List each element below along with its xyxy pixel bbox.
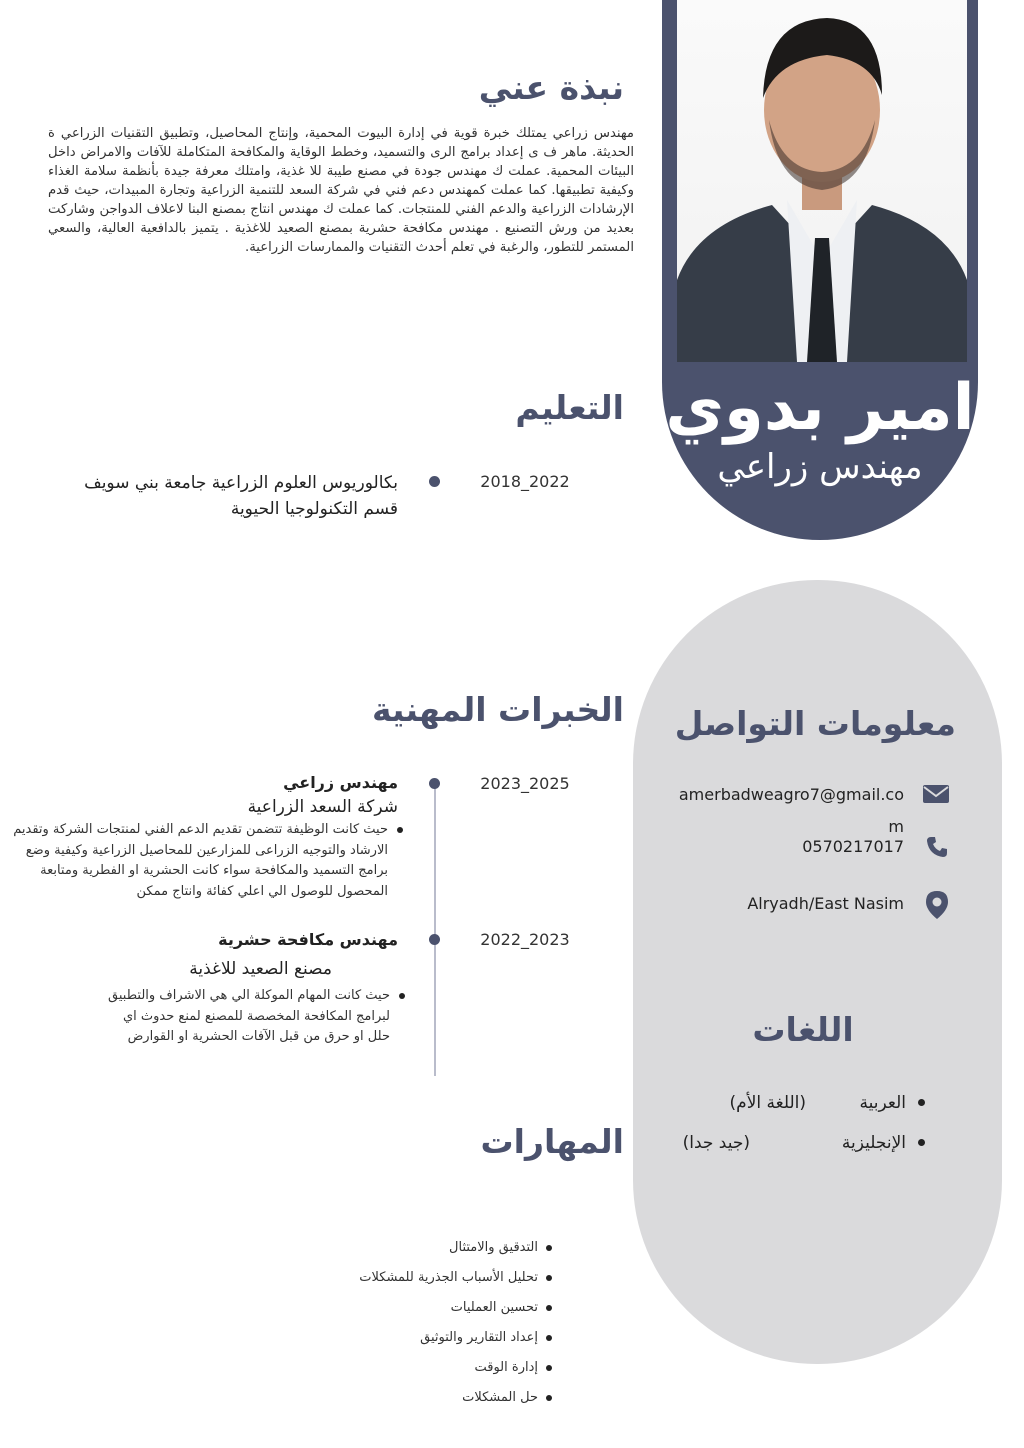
contact-heading: معلومات التواصل xyxy=(674,704,956,743)
skill-item: تحسين العمليات xyxy=(450,1300,538,1315)
skill-bullet xyxy=(546,1305,552,1311)
language-level: (اللغة الأم) xyxy=(729,1093,806,1113)
job-description: حيث كانت الوظيفة تتضمن تقديم الدعم الفني لمنتجات الشركة وتقديم الارشاد والتوجيه الزراعى للمزارعين للمحاصيل الزراعية وكيفية وضع برامج التسميد والمكافحة سواء كانت الحشرية او الفطرية ومتابعة المحصول للوصول الي اعلي كفائة وانتاج ممكن xyxy=(13,822,388,899)
skill-item: إدارة الوقت xyxy=(474,1360,538,1375)
about-heading: نبذة عني xyxy=(478,68,624,107)
timeline-line xyxy=(434,780,436,1076)
email-value[interactable]: amerbadweagro7@gmail.co xyxy=(678,785,904,804)
location-pin-icon xyxy=(925,890,949,920)
job-title: مهندس زراعي xyxy=(283,773,398,792)
location-value: Alryadh/East Nasim xyxy=(747,894,904,913)
language-bullet xyxy=(918,1099,925,1106)
skill-bullet xyxy=(546,1335,552,1341)
skill-item: حل المشكلات xyxy=(462,1390,538,1405)
language-bullet xyxy=(918,1139,925,1146)
language-name: الإنجليزية xyxy=(841,1133,906,1153)
skill-bullet xyxy=(546,1275,552,1281)
phone-icon xyxy=(925,835,949,859)
skill-item: التدقيق والامتثال xyxy=(449,1240,538,1255)
timeline-dot xyxy=(429,778,440,789)
info-panel xyxy=(633,580,1002,1364)
timeline-dot xyxy=(429,476,440,487)
education-years: 2018_2022 xyxy=(480,472,570,491)
job-description: حيث كانت المهام الموكلة الي هي الاشراف والتطبيق لبرامج المكافحة المخصصة للمصنع لمنع حدوث اي حلل او حرق من قبل الآفات الحشرية او القوارض xyxy=(108,988,390,1044)
job-company: مصنع الصعيد للاغذية xyxy=(189,959,332,979)
about-text: مهندس زراعي يمتلك خبرة قوية في إدارة البيوت المحمية، وإنتاج المحاصيل، وتطبيق التقنيات الزراعي ة الحديثة. ماهر ف ى إعداد برامج الرى والتسميد، وخطط الوقاية والمكافحة المتكاملة للآفات والامراض داخل البيئات المحمية. عملت ك مهندس جودة في مصنع طيبة للا غذية، وامتلك معرفة جيدة بأنظمة سلامة الغذاء وكيفية تطبيقها. كما عملت كمهندس دعم فني في شركة السعد للتنمية الزراعية وتجارة المبيدات، حيث قدم الإرشادات الزراعية والدعم الفني للمنتجات. كما عملت ك مهندس انتاج بمصنع البنا لاعلاف الدواجن وشاركت بعديد من ورش التصنيع . مهندس مكافحة حشرية بمصنع الصعيد للاغذية . يتميز بالدافعية العالية، والسعي المستمر للتطور، والرغبة في تعلم أحدث التقنيات والممارسات الزراعية. xyxy=(48,126,634,255)
skill-item: إعداد التقارير والتوثيق xyxy=(420,1330,538,1345)
profile-photo xyxy=(677,0,967,362)
languages-heading: اللغات xyxy=(752,1010,854,1049)
profile-name: امير بدوي xyxy=(665,371,975,445)
skill-bullet xyxy=(546,1395,552,1401)
education-heading: التعليم xyxy=(515,388,624,427)
job-years: 2023_2025 xyxy=(480,774,570,793)
job-company: شركة السعد الزراعية xyxy=(247,797,398,817)
experience-heading: الخبرات المهنية xyxy=(371,690,624,729)
education-degree: بكالوريوس العلوم الزراعية جامعة بني سويف قسم التكنولوجيا الحيوية xyxy=(84,473,398,519)
job-desc-bullet xyxy=(397,827,403,833)
job-years: 2022_2023 xyxy=(480,930,570,949)
skills-heading: المهارات xyxy=(480,1122,624,1161)
job-title: مهندس مكافحة حشرية xyxy=(218,930,398,949)
timeline-dot xyxy=(429,934,440,945)
job-desc-bullet xyxy=(399,993,405,999)
skill-bullet xyxy=(546,1365,552,1371)
mail-icon xyxy=(922,783,950,805)
skill-bullet xyxy=(546,1245,552,1251)
profile-title: مهندس زراعي xyxy=(717,447,923,487)
email-value-wrap[interactable]: m xyxy=(888,817,904,836)
skill-item: تحليل الأسباب الجذرية للمشكلات xyxy=(359,1270,538,1285)
phone-value[interactable]: 0570217017 xyxy=(802,837,904,856)
language-name: العربية xyxy=(859,1093,906,1113)
language-level: (جيد جدا) xyxy=(682,1133,750,1153)
